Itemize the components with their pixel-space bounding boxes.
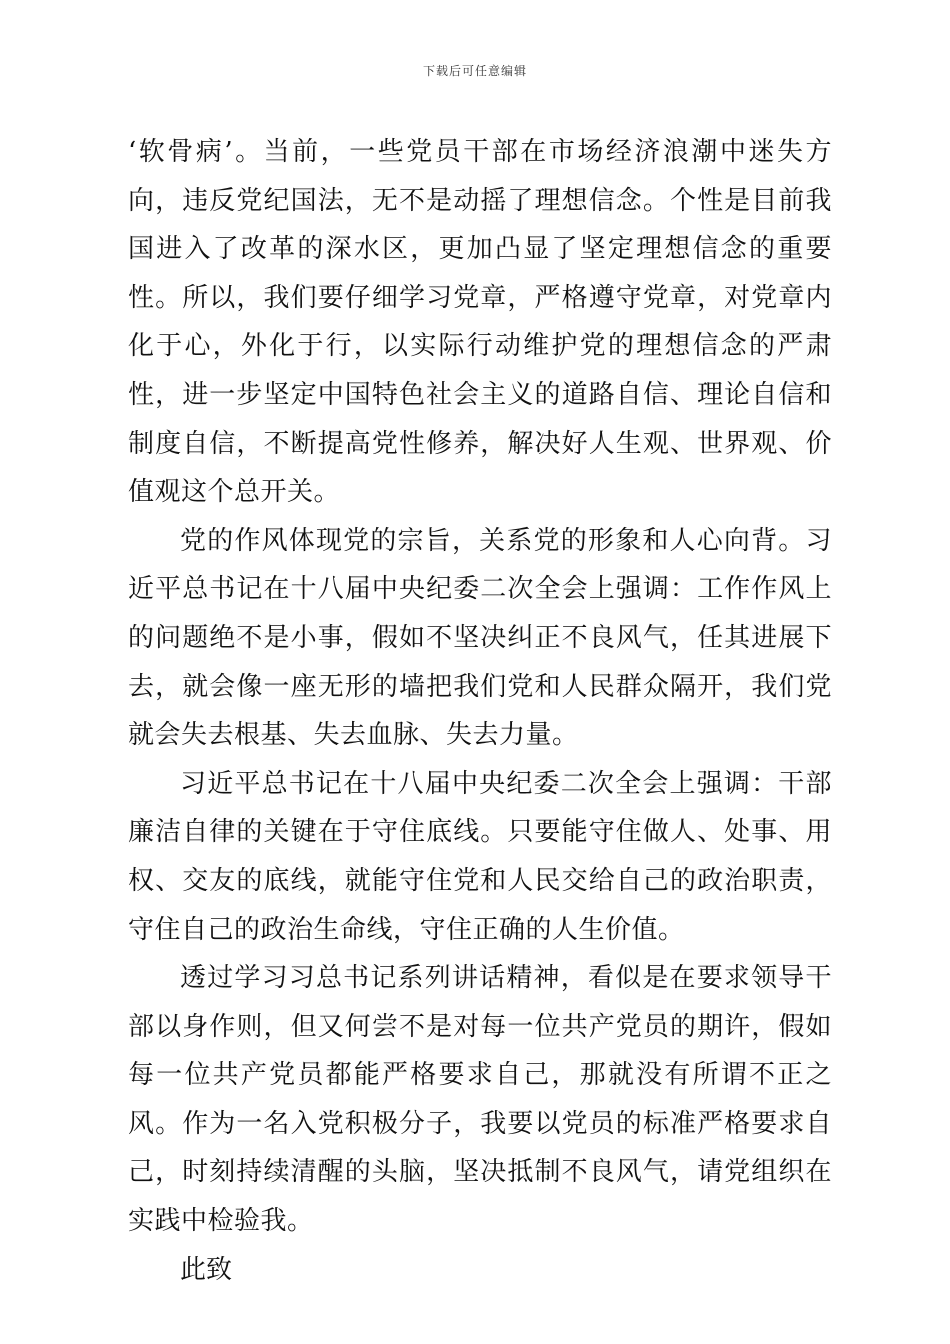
paragraph-3: 习近平总书记在十八届中央纪委二次全会上强调：干部廉洁自律的关键在于守住底线。只要能守住做人、处事、用权、交友的底线，就能守住党和人民交给自己的政治职责，守住自己的政治生命线，守住正确的人生价值。 xyxy=(128,768,832,945)
page-header: 下载后可任意编辑 xyxy=(422,64,527,78)
document-body xyxy=(128,128,832,1294)
paragraph-1: ‘软骨病’。当前，一些党员干部在市场经济浪潮中迷失方向，违反党纪国法，无不是动摇了理想信念。个性是目前我国进入了改革的深水区，更加凸显了坚定理想信念的重要性。所以，我们要仔细学习党章，严格遵守党章，对党章内化于心，外化于行，以实际行动维护党的理想信念的严肃性，进一步坚定中国特色社会主义的道路自信、理论自信和制度自信，不断提高党性修养，解决好人生观、世界观、价值观这个总开关。 xyxy=(128,137,832,508)
paragraph-2: 党的作风体现党的宗旨，关系党的形象和人心向背。习近平总书记在十八届中央纪委二次全会上强调：工作作风上的问题绝不是小事，假如不坚决纠正不良风气，任其进展下去，就会像一座无形的墙把我们党和人民群众隔开，我们党就会失去根基、失去血脉、失去力量。 xyxy=(128,525,832,751)
closing-salutation: 此致 xyxy=(180,1254,233,1285)
paragraph-4: 透过学习习总书记系列讲话精神，看似是在要求领导干部以身作则，但又何尝不是对每一位共产党员的期许，假如每一位共产党员都能严格要求自己，那就没有所谓不正之风。作为一名入党积极分子，我要以党员的标准严格要求自己，时刻持续清醒的头脑，坚决抵制不良风气，请党组织在实践中检验我。 xyxy=(128,963,832,1237)
